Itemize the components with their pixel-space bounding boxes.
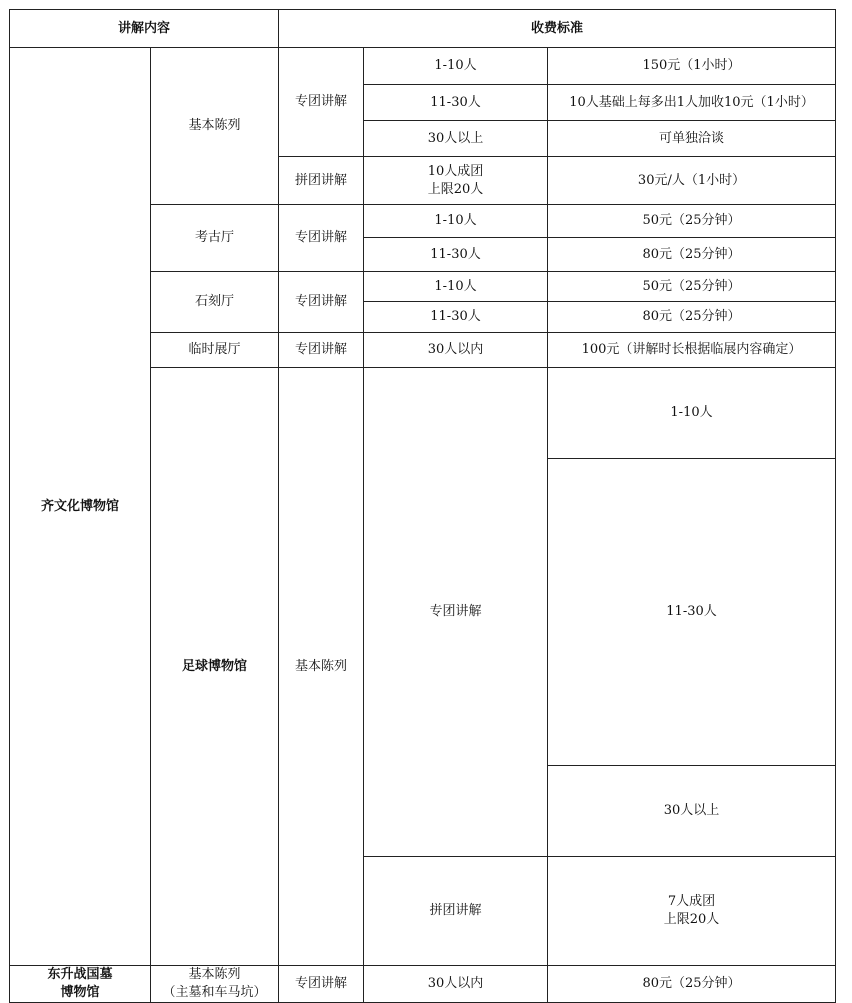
group-size: 1-10人 (364, 205, 548, 238)
group-type: 专团讲解 (279, 333, 364, 368)
group-size-line1: 7人成团 (667, 894, 716, 909)
museum-name: 足球博物馆 (151, 368, 279, 966)
group-size: 30人以上 (364, 121, 548, 157)
header-fee: 收费标准 (279, 10, 836, 48)
group-size: 1-10人 (364, 272, 548, 302)
group-size: 11-30人 (548, 459, 836, 766)
fee-table (9, 9, 836, 1003)
group-type: 专团讲解 (279, 272, 364, 333)
group-size: 30人以内 (364, 333, 548, 368)
exhibit-name: 基本陈列 (279, 368, 364, 966)
fee-cell: 10人基础上每多出1人加收10元（1小时） (548, 85, 836, 121)
table-row (10, 48, 836, 85)
exhibit-name: 石刻厅 (151, 272, 279, 333)
table-row (10, 966, 836, 1003)
fee-cell: 50元（25分钟） (548, 272, 836, 302)
header-content: 讲解内容 (10, 10, 279, 48)
group-type: 拼团讲解 (364, 857, 548, 966)
fee-cell: 80元（25分钟） (548, 302, 836, 333)
group-size-line1: 10人成团 (427, 163, 484, 179)
group-size: 30人以上 (548, 766, 836, 857)
fee-cell: 50元（25分钟） (548, 205, 836, 238)
group-size-line2: 上限20人 (663, 912, 720, 927)
exhibit-name: 临时展厅 (151, 333, 279, 368)
museum-name: 齐文化博物馆 (10, 48, 151, 966)
exhibit-name-line2: （主墓和车马坑） (162, 985, 267, 1000)
group-size (364, 157, 548, 205)
exhibit-name: 基本陈列 (151, 48, 279, 205)
group-size: 11-30人 (364, 302, 548, 333)
fee-cell: 80元（25分钟） (548, 966, 836, 1003)
fee-cell: 可单独洽谈 (548, 121, 836, 157)
group-size-line2: 上限20人 (427, 181, 484, 197)
exhibit-name-line1: 基本陈列 (188, 967, 241, 982)
group-size: 11-30人 (364, 238, 548, 272)
group-size: 1-10人 (364, 48, 548, 85)
group-size: 11-30人 (364, 85, 548, 121)
header-row (10, 10, 836, 48)
exhibit-name: 考古厅 (151, 205, 279, 272)
fee-cell: 30元/人（1小时） (548, 157, 836, 205)
museum-name (10, 966, 151, 1003)
fee-cell: 150元（1小时） (548, 48, 836, 85)
exhibit-name (151, 966, 279, 1003)
group-type: 专团讲解 (279, 205, 364, 272)
group-size: 30人以内 (364, 966, 548, 1003)
museum-name-line1: 东升战国墓 (47, 967, 113, 982)
group-size: 1-10人 (548, 368, 836, 459)
fee-cell: 100元（讲解时长根据临展内容确定） (548, 333, 836, 368)
group-type: 专团讲解 (279, 48, 364, 157)
group-type: 拼团讲解 (279, 157, 364, 205)
fee-cell: 80元（25分钟） (548, 238, 836, 272)
museum-name-line2: 博物馆 (60, 985, 100, 1000)
group-type: 专团讲解 (364, 368, 548, 857)
group-type: 专团讲解 (279, 966, 364, 1003)
group-size (548, 857, 836, 966)
